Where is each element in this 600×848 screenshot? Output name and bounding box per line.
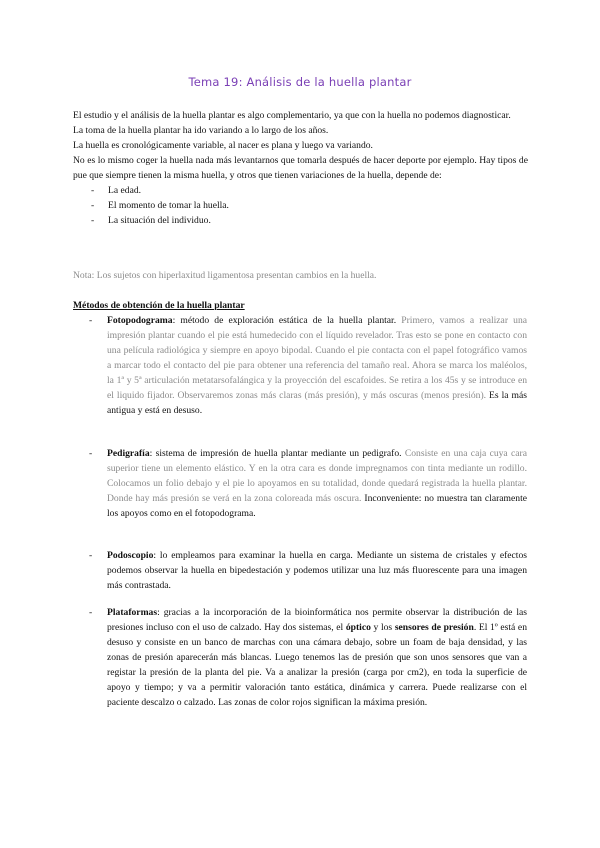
method-detail: Consiste en una caja cuya cara superior tiene un elemento elástico. Y en la otra cara es donde impregnamos con tinta mediante un rodillo. Colocamos un folio debajo y el pie lo apoyamos en su totalidad, donde quedará registrada la huella plantar. Donde hay más presión se verá en la zona coloreada más oscura. [107,448,527,504]
factors-list [73,183,528,228]
method-lead: : método de exploración estática de la huella plantar. [172,315,397,326]
method-tail: Es la más antigua y está en desuso. [107,390,527,416]
method-lead: : sistema de impresión de huella plantar mediante un pedigrafo. [149,448,402,459]
method-plataformas: - Plataformas: gracias a la incorporación de la bioinformática nos permite observar la distribución de las presiones incluso con el uso de calzado. Hay dos sistemas, el óptico y los sensores de presión. El 1º está en desuso y consiste en un banco de marchas con una cámara debajo, sobre un foam de baja densidad, y las zonas de presión aparecerán más blancas. Luego tenemos las de presión que son unos sensores que van a registar la presión de la planta del pie. Va a analizar la presión (carga por cm2), en toda la superficie de apoyo y tiempo; y va a permitir valoración tanto estática, dinámica y carrera. Puede realizarse con el paciente descalzo o calzado. Las zonas de color rojos significan la máxima presión. [89,607,527,708]
method-term: Pedigrafía [107,448,150,459]
method-pedigrafia: - Pedigrafía: sistema de impresión de huella plantar mediante un pedigrafo. Consiste en una caja cuya cara superior tiene un elemento elástico. Y en la otra cara es donde impregnamos con tinta mediante un rodillo. Colocamos un folio debajo y el pie lo apoyamos en su totalidad, donde quedará registrada la huella plantar. Donde hay más presión se verá en la zona coloreada más oscura. Inconveniente: no muestra tan claramente los apoyos como en el fotopodograma. [89,448,527,519]
method-text: : lo empleamos para examinar la huella en carga. Mediante un sistema de cristales y efectos podemos observar la huella en bipedestación y podemos utilizar una luz más fluorescente para una imagen más contrastada. [107,550,527,591]
method-term: Plataformas [107,607,158,618]
list-item: - La situación del individuo. [73,213,528,228]
intro-paragraph-3: La huella es cronológicamente variable, al nacer es plana y luego va variando. [73,140,373,151]
method-term: Podoscopio [107,550,154,561]
method-text: . El 1º está en desuso y consiste en un banco de marchas con una cámara debajo, sobre un foam de baja densidad, y las zonas de presión aparecerán más blancas. Luego tenemos las de presión que son unos sensores que van a registar la presión de la planta del pie. Va a analizar la presión (carga por cm2), en toda la superficie de apoyo y tiempo; y va a permitir valoración tanto estática, dinámica y carrera. Puede realizarse con el paciente descalzo o calzado. Las zonas de color rojos significan la máxima presión. [107,622,527,708]
sensores-term: sensores de presión [394,622,474,633]
method-tail: Inconveniente: no muestra tan claramente los apoyos como en el fotopodograma. [107,493,527,519]
intro-paragraph-4: No es lo mismo coger la huella nada más levantarnos que tomarla después de hacer deporte por ejemplo. Hay tipos de pue que siempre tienen la misma huella, y otros que tienen variaciones de la huella, depende de: [73,155,528,181]
method-fotopodograma: - Fotopodograma: método de exploración estática de la huella plantar. Primero, vamos a realizar una impresión plantar cuando el pie está humedecido con el líquido revelador. Tras esto se pone en contacto con una película radiológica y siempre en apoyo bipodal. Cuando el pie contacta con el papel fotográfico vamos a marcar todo el contacto del pie para obtener una referencia del tamaño real. Ahora se marca los maléolos, la 1ª y 5ª articulación metatarsofalángica y la proyección del escafoides. Se retira a los 45s y se introduce en el liquido fijador. Observaremos zonas más claras (más presión), y más oscuras (menos presión). Es la más antigua y está en desuso. [89,315,527,416]
list-item: - El momento de tomar la huella. [73,198,528,213]
method-detail: Primero, vamos a realizar una impresión plantar cuando el pie está humedecido con el líquido revelador. Tras esto se pone en contacto con una película radiológica y siempre en apoyo bipodal. Cuando el pie contacta con el papel fotográfico vamos a marcar todo el contacto del pie para obtener una referencia del tamaño real. Ahora se marca los maléolos, la 1ª y 5ª articulación metatarsofalángica y la proyección del escafoides. Se retira a los 45s y se introduce en el liquido fijador. Observaremos zonas más claras (más presión), y más oscuras (menos presión). [107,315,527,401]
method-term: Fotopodograma [107,315,173,326]
method-text: : gracias a la incorporación de la bioinformática nos permite observar la distribución de las presiones incluso con el uso de calzado. Hay dos sistemas, el [107,607,527,633]
note-text: Nota: Los sujetos con hiperlaxitud ligamentosa presentan cambios en la huella. [73,270,377,281]
intro-paragraph-1: El estudio y el análisis de la huella plantar es algo complementario, ya que con la huella no podemos diagnosticar. [73,110,511,121]
intro-paragraph-2: La toma de la huella plantar ha ido variando a lo largo de los años. [73,125,329,136]
method-podoscopio: - Podoscopio: lo empleamos para examinar la huella en carga. Mediante un sistema de cristales y efectos podemos observar la huella en bipedestación y podemos utilizar una luz más fluorescente para una imagen más contrastada. [89,550,527,591]
section-heading: Métodos de obtención de la huella plantar [73,300,245,311]
page-title: Tema 19: Análisis de la huella plantar [188,75,412,89]
optico-term: óptico [345,622,371,633]
intro-section [73,108,528,228]
method-text: y los [370,622,395,633]
list-item: - La edad. [73,183,528,198]
